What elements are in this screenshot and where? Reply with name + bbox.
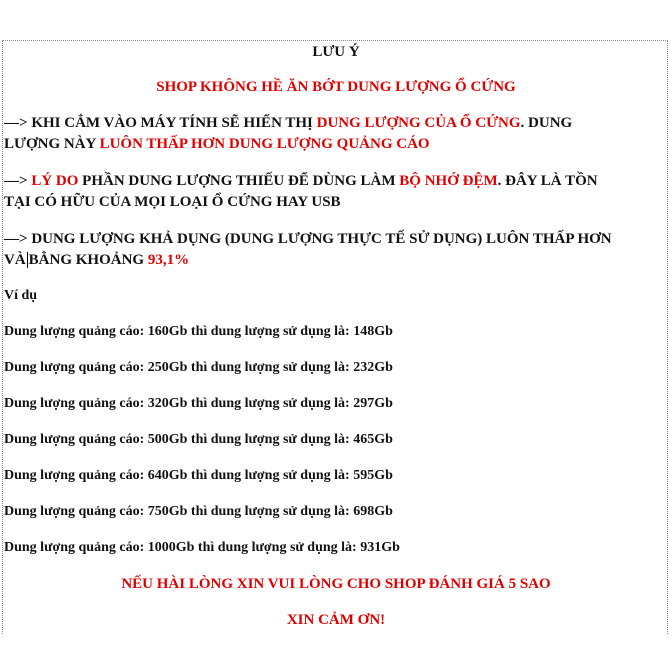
- highlight: LÝ DO: [31, 173, 79, 189]
- headline: SHOP KHÔNG HỀ ĂN BỚT DUNG LƯỢNG Ổ CỨNG: [156, 79, 516, 95]
- arrow: —>: [4, 115, 32, 131]
- text: PHẦN DUNG LƯỢNG THIẾU ĐỂ DÙNG LÀM: [78, 173, 400, 189]
- arrow: —>: [4, 173, 32, 189]
- highlight: LUÔN THẤP HƠN DUNG LƯỢNG QUẢNG CÁO: [99, 136, 430, 152]
- example-label: Ví dụ: [4, 288, 38, 303]
- text: VÀ: [4, 252, 26, 268]
- highlight: BỘ NHỚ ĐỆM: [399, 173, 498, 189]
- highlight: 93,1%: [147, 252, 190, 268]
- arrow: —>: [4, 231, 32, 247]
- text: . DUNG: [520, 115, 573, 131]
- text: LƯỢNG NÀY: [4, 136, 100, 152]
- paragraph-3-line-1: [4, 229, 612, 249]
- text: . ĐÂY LÀ TỒN: [497, 173, 598, 189]
- example-item: Dung lượng quảng cáo: 640Gb thì dung lượng sử dụng là: 595Gb: [4, 468, 393, 483]
- text: KHI CẮM VÀO MÁY TÍNH SẼ HIỂN THỊ: [31, 115, 317, 131]
- highlight: DUNG LƯỢNG CỦA Ổ CỨNG: [316, 115, 521, 131]
- example-item: Dung lượng quảng cáo: 500Gb thì dung lượng sử dụng là: 465Gb: [4, 432, 393, 447]
- paragraph-2-line-1: [4, 171, 598, 191]
- example-item: Dung lượng quảng cáo: 250Gb thì dung lượng sử dụng là: 232Gb: [4, 360, 393, 375]
- footer-thanks: XIN CẢM ƠN!: [286, 612, 386, 628]
- footer-rating-request: NẾU HÀI LÒNG XIN VUI LÒNG CHO SHOP ĐÁNH GIÁ 5 SAO: [121, 576, 551, 592]
- example-item: Dung lượng quảng cáo: 1000Gb thì dung lượng sử dụng là: 931Gb: [4, 540, 400, 555]
- text: BẰNG KHOẢNG: [28, 252, 148, 268]
- paragraph-1-line-2: [4, 134, 430, 154]
- example-item: Dung lượng quảng cáo: 320Gb thì dung lượng sử dụng là: 297Gb: [4, 396, 393, 411]
- text-cursor: [27, 252, 28, 268]
- paragraph-2-line-2: TẠI CÓ HỮU CỦA MỌI LOẠI Ổ CỨNG HAY USB: [4, 194, 341, 210]
- heading: LƯU Ý: [312, 44, 360, 60]
- text: DUNG LƯỢNG KHẢ DỤNG (DUNG LƯỢNG THỰC TẾ SỬ DỤNG) LUÔN THẤP HƠN: [31, 231, 612, 247]
- paragraph-1-line-1: [4, 113, 572, 133]
- example-item: Dung lượng quảng cáo: 750Gb thì dung lượng sử dụng là: 698Gb: [4, 504, 393, 519]
- example-item: Dung lượng quảng cáo: 160Gb thì dung lượng sử dụng là: 148Gb: [4, 324, 393, 339]
- paragraph-3-line-2: [4, 250, 189, 270]
